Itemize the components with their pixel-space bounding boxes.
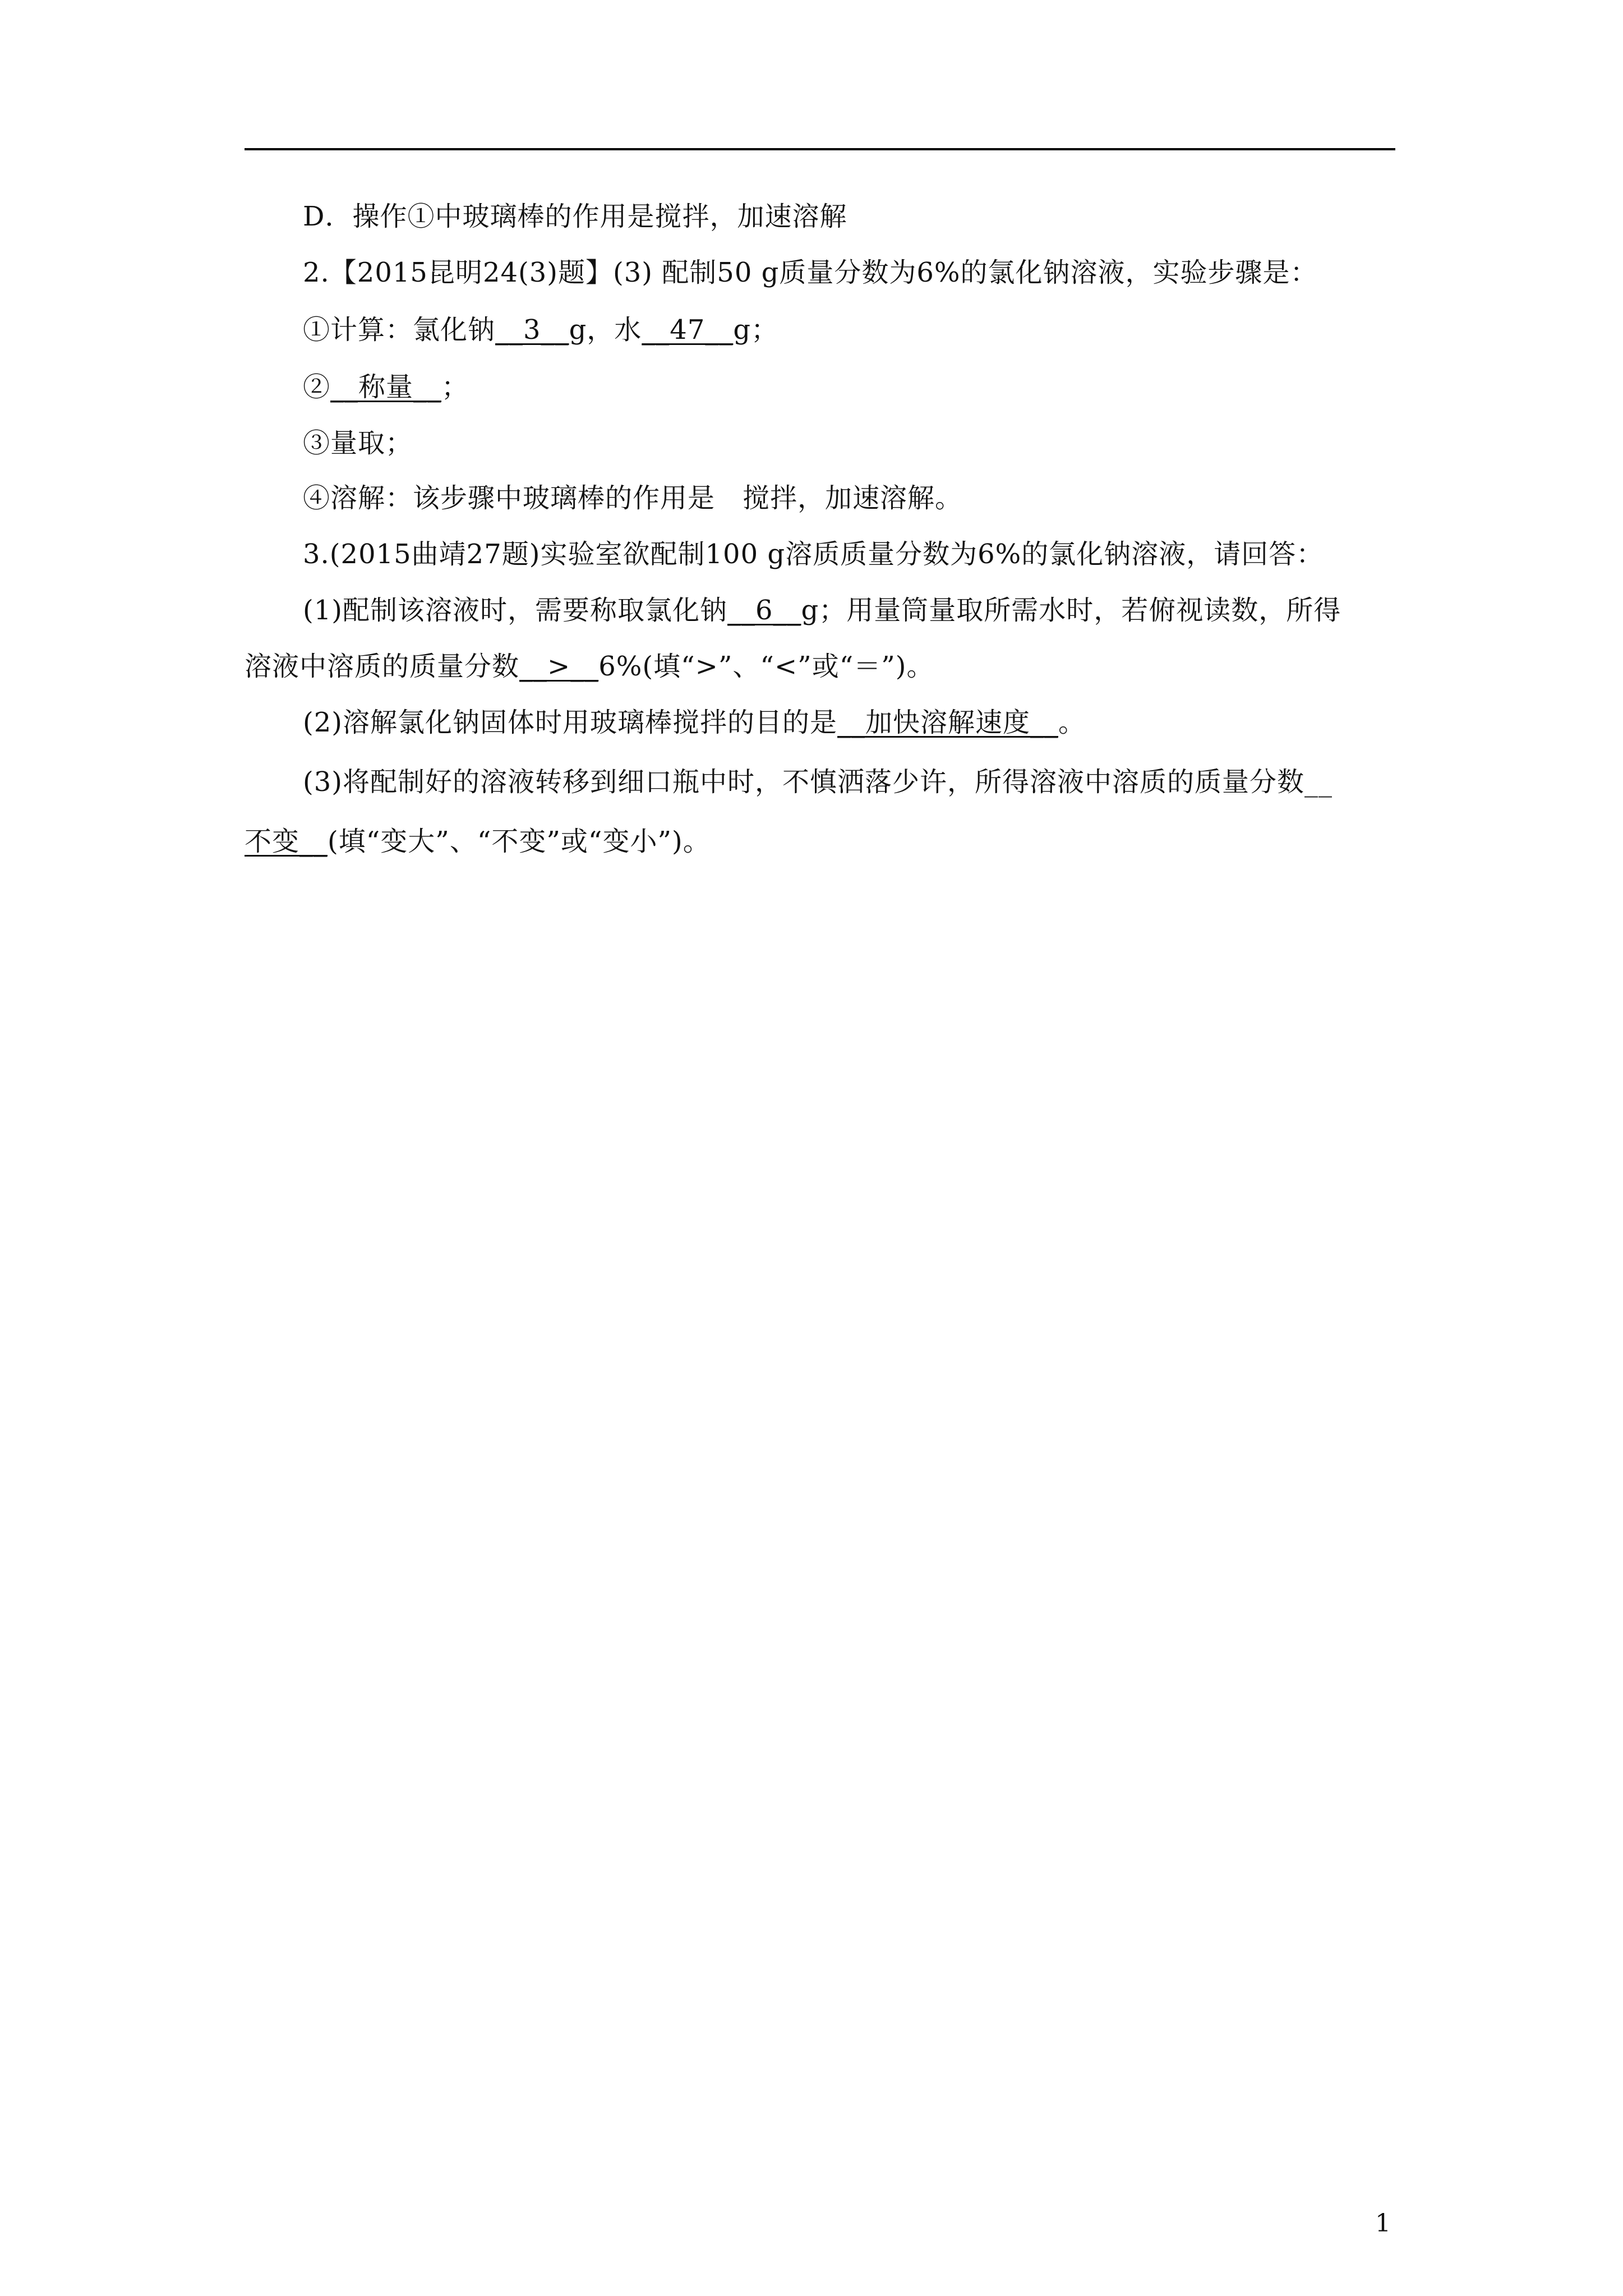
question-2-step-4 bbox=[303, 481, 962, 515]
question-3-part-2 bbox=[303, 706, 1086, 739]
sodium-chloride-mass-answer: __3__ bbox=[495, 314, 569, 346]
question-2-step-3: ③量取； bbox=[303, 427, 413, 459]
water-mass-answer: __47__ bbox=[642, 314, 734, 346]
nacl-mass-answer: __6__ bbox=[727, 595, 801, 626]
question-2-step-1 bbox=[303, 313, 778, 347]
unchanged-answer: 不变__ bbox=[245, 826, 328, 857]
stirring-answer: 搅拌，加速溶解。 bbox=[715, 482, 963, 514]
comparison-answer: __>__ bbox=[519, 651, 599, 682]
question-3-part-3-line-2 bbox=[245, 825, 711, 858]
question-3-part-1-line-2 bbox=[245, 650, 934, 683]
part-1-line-2-suffix: 6%(填“>”、“<”或“＝”)。 bbox=[598, 651, 934, 682]
part-2-prefix: (2)溶解氯化钠固体时用玻璃棒搅拌的目的是 bbox=[303, 707, 837, 738]
part-2-suffix: 。 bbox=[1058, 707, 1086, 738]
option-d-line: D．操作①中玻璃棒的作用是搅拌，加速溶解 bbox=[303, 201, 847, 232]
purpose-answer: __加快溶解速度__ bbox=[837, 707, 1059, 738]
step-4-prefix: ④溶解：该步骤中玻璃棒的作用是 bbox=[303, 482, 716, 514]
question-3-stem: 3.(2015曲靖27题)实验室欲配制100 g溶质质量分数为6%的氯化钠溶液，请回答： bbox=[303, 539, 1324, 570]
question-2-step-2 bbox=[303, 370, 469, 404]
part-1-line-2-prefix: 溶液中溶质的质量分数 bbox=[245, 651, 520, 682]
step-1-suffix: g； bbox=[733, 314, 779, 346]
question-2-stem: 2.【2015昆明24(3)题】(3) 配制50 g质量分数为6%的氯化钠溶液，实验步骤是： bbox=[303, 257, 1318, 288]
step-2-suffix: ； bbox=[441, 371, 469, 403]
weighing-answer: __称量__ bbox=[330, 371, 442, 403]
step-1-prefix: ①计算：氯化钠 bbox=[303, 314, 496, 346]
step-2-prefix: ② bbox=[303, 371, 331, 403]
page-number: 1 bbox=[1375, 2209, 1391, 2238]
part-1-suffix: g；用量筒量取所需水时，若俯视读数，所得 bbox=[801, 595, 1341, 626]
question-3-part-1-line-1 bbox=[303, 593, 1341, 627]
part-3-line-2-suffix: (填“变大”、“不变”或“变小”)。 bbox=[328, 826, 711, 857]
part-1-prefix: (1)配制该溶液时，需要称取氯化钠 bbox=[303, 595, 727, 626]
question-3-part-3-line-1: (3)将配制好的溶液转移到细口瓶中时，不慎洒落少许，所得溶液中溶质的质量分数__ bbox=[303, 766, 1332, 798]
step-1-middle: g，水 bbox=[569, 314, 642, 346]
header-rule bbox=[245, 148, 1395, 150]
